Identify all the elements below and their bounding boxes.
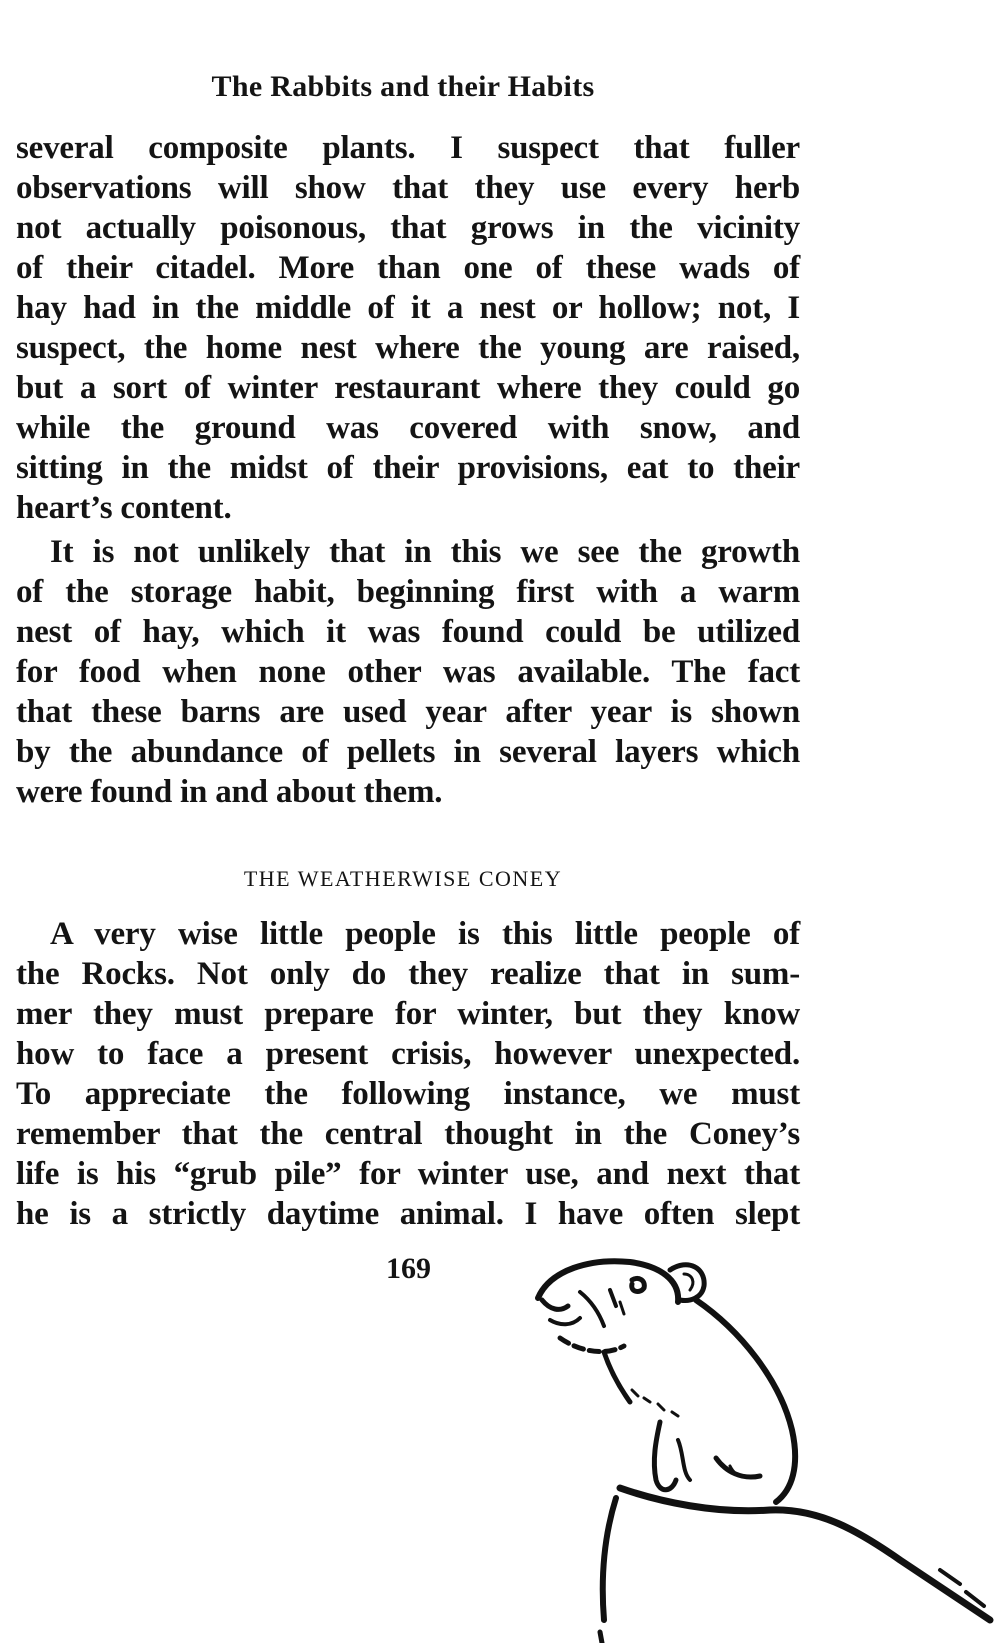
chin-stroke <box>560 1338 624 1352</box>
rock-stroke <box>603 1498 616 1620</box>
front-paw-stroke <box>678 1440 690 1480</box>
text-line: how to face a present crisis, however unexpected. <box>16 1036 800 1072</box>
text-line: It is not unlikely that in this we see the growth <box>50 534 800 570</box>
nose-stroke <box>542 1300 568 1309</box>
text-line: nest of hay, which it was found could be utilized <box>16 614 800 650</box>
text-line: remember that the central thought in the Coney’s <box>16 1116 800 1152</box>
mouth-stroke <box>550 1318 580 1324</box>
rock-stroke <box>600 1632 602 1643</box>
text-line: A very wise little people is this little people of <box>50 916 800 952</box>
back-stroke <box>696 1300 795 1502</box>
paragraph-1 <box>16 128 800 528</box>
head-outline-stroke <box>538 1261 678 1302</box>
coney-illustration <box>520 1240 1000 1643</box>
text-line: were found in and about them. <box>16 774 443 810</box>
rock-stroke <box>620 1488 990 1620</box>
text-line: mer they must prepare for winter, but they know <box>16 996 800 1032</box>
text-line: that these barns are used year after year is shown <box>16 694 800 730</box>
text-line: by the abundance of pellets in several layers which <box>16 734 800 770</box>
text-line: but a sort of winter restaurant where they could go <box>16 370 800 406</box>
ear-inner-stroke <box>684 1274 693 1290</box>
cheek-stroke <box>580 1292 604 1326</box>
paragraph-2 <box>16 532 800 812</box>
chest-stroke <box>604 1352 630 1402</box>
text-line: he is a strictly daytime animal. I have often slept <box>16 1196 800 1232</box>
running-head: The Rabbits and their Habits <box>211 70 595 103</box>
text-line: suspect, the home nest where the young are raised, <box>16 330 800 366</box>
text-line: To appreciate the following instance, we must <box>16 1076 800 1112</box>
text-line: sitting in the midst of their provisions, eat to their <box>16 450 800 486</box>
text-line: observations will show that they use every herb <box>16 170 800 206</box>
whisker-stroke <box>620 1302 624 1314</box>
text-line: heart’s content. <box>16 490 232 526</box>
text-line: the Rocks. Not only do they realize that in sum- <box>16 956 800 992</box>
eye-stroke <box>632 1278 645 1291</box>
text-line: of the storage habit, beginning first with a warm <box>16 574 800 610</box>
page-number: 169 <box>386 1252 431 1285</box>
text-line: for food when none other was available. The fact <box>16 654 800 690</box>
section-heading: THE WEATHERWISE CONEY <box>243 866 563 891</box>
text-line: not actually poisonous, that grows in the vicinity <box>16 210 800 246</box>
front-leg-stroke <box>654 1422 676 1490</box>
text-line: several composite plants. I suspect that fuller <box>16 130 800 166</box>
text-line: of their citadel. More than one of these wads of <box>16 250 800 286</box>
paragraph-3 <box>16 914 800 1234</box>
fur-stroke <box>632 1390 678 1416</box>
text-line: life is his “grub pile” for winter use, and next that <box>16 1156 800 1192</box>
text-line: hay had in the middle of it a nest or hollow; not, I <box>16 290 800 326</box>
whisker-stroke <box>610 1290 616 1306</box>
text-line: while the ground was covered with snow, and <box>16 410 800 446</box>
